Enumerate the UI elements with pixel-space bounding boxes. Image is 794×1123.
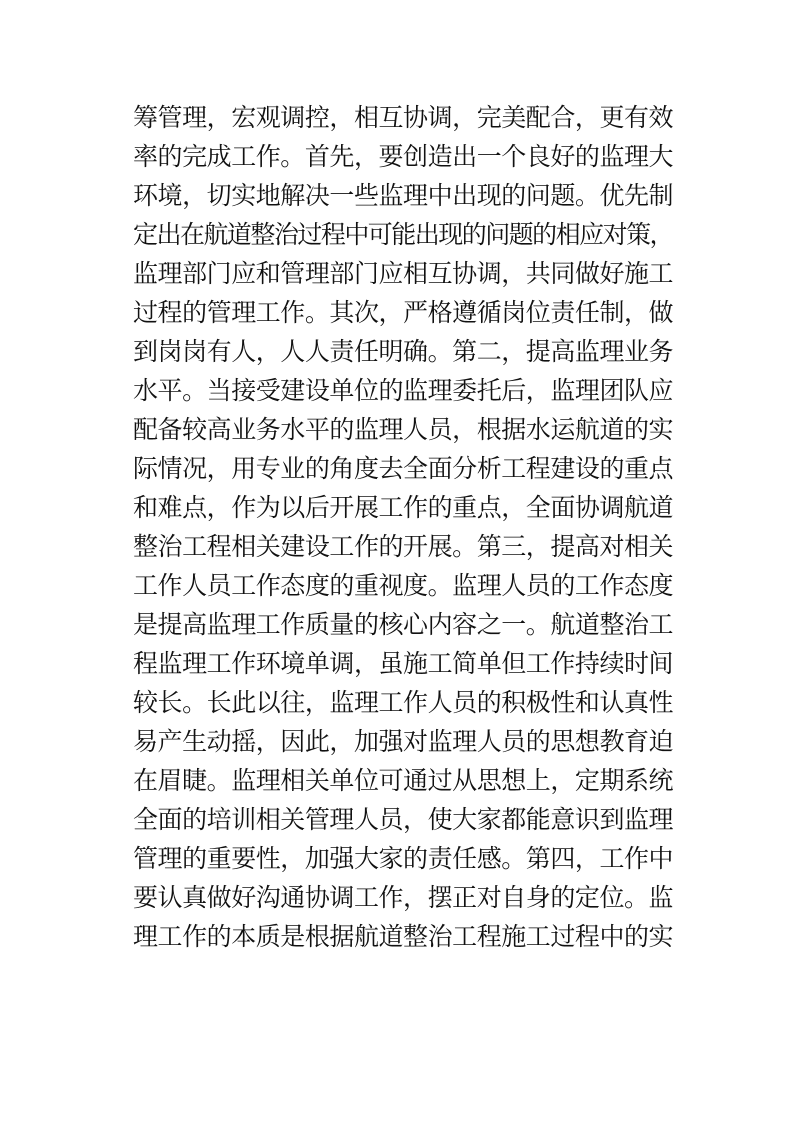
text-line: 易产生动摇，因此，加强对监理人员的思想教育迫	[133, 727, 674, 756]
text-line: 在眉睫。监理相关单位可通过从思想上，定期系统	[133, 766, 674, 795]
text-line: 全面的培训相关管理人员，使大家都能意识到监理	[133, 805, 674, 834]
text-line: 是提高监理工作质量的核心内容之一。航道整治工	[133, 610, 674, 639]
text-line: 监理部门应和管理部门应相互协调，共同做好施工	[133, 259, 674, 288]
text-line: 工作人员工作态度的重视度。监理人员的工作态度	[133, 571, 674, 600]
text-line: 过程的管理工作。其次，严格遵循岗位责任制，做	[133, 298, 674, 327]
text-line: 配备较高业务水平的监理人员，根据水运航道的实	[133, 415, 674, 444]
text-line: 到岗岗有人，人人责任明确。第二，提高监理业务	[133, 337, 674, 366]
text-line: 理工作的本质是根据航道整治工程施工过程中的实	[133, 922, 674, 951]
text-line: 和难点，作为以后开展工作的重点，全面协调航道	[133, 493, 674, 522]
text-line: 程监理工作环境单调，虽施工简单但工作持续时间	[133, 649, 674, 678]
text-line: 整治工程相关建设工作的开展。第三，提高对相关	[133, 532, 674, 561]
text-line: 筹管理，宏观调控，相互协调，完美配合，更有效	[133, 103, 674, 132]
body-text	[133, 98, 673, 956]
text-line: 环境，切实地解决一些监理中出现的问题。优先制	[133, 181, 674, 210]
text-line: 管理的重要性，加强大家的责任感。第四，工作中	[133, 844, 674, 873]
text-line: 际情况，用专业的角度去全面分析工程建设的重点	[133, 454, 674, 483]
text-line: 较长。长此以往，监理工作人员的积极性和认真性	[133, 688, 674, 717]
text-line: 定出在航道整治过程中可能出现的问题的相应对策，	[133, 220, 674, 249]
text-line: 率的完成工作。首先，要创造出一个良好的监理大	[133, 142, 674, 171]
text-line: 水平。当接受建设单位的监理委托后，监理团队应	[133, 376, 674, 405]
text-line: 要认真做好沟通协调工作，摆正对自身的定位。监	[133, 883, 674, 912]
